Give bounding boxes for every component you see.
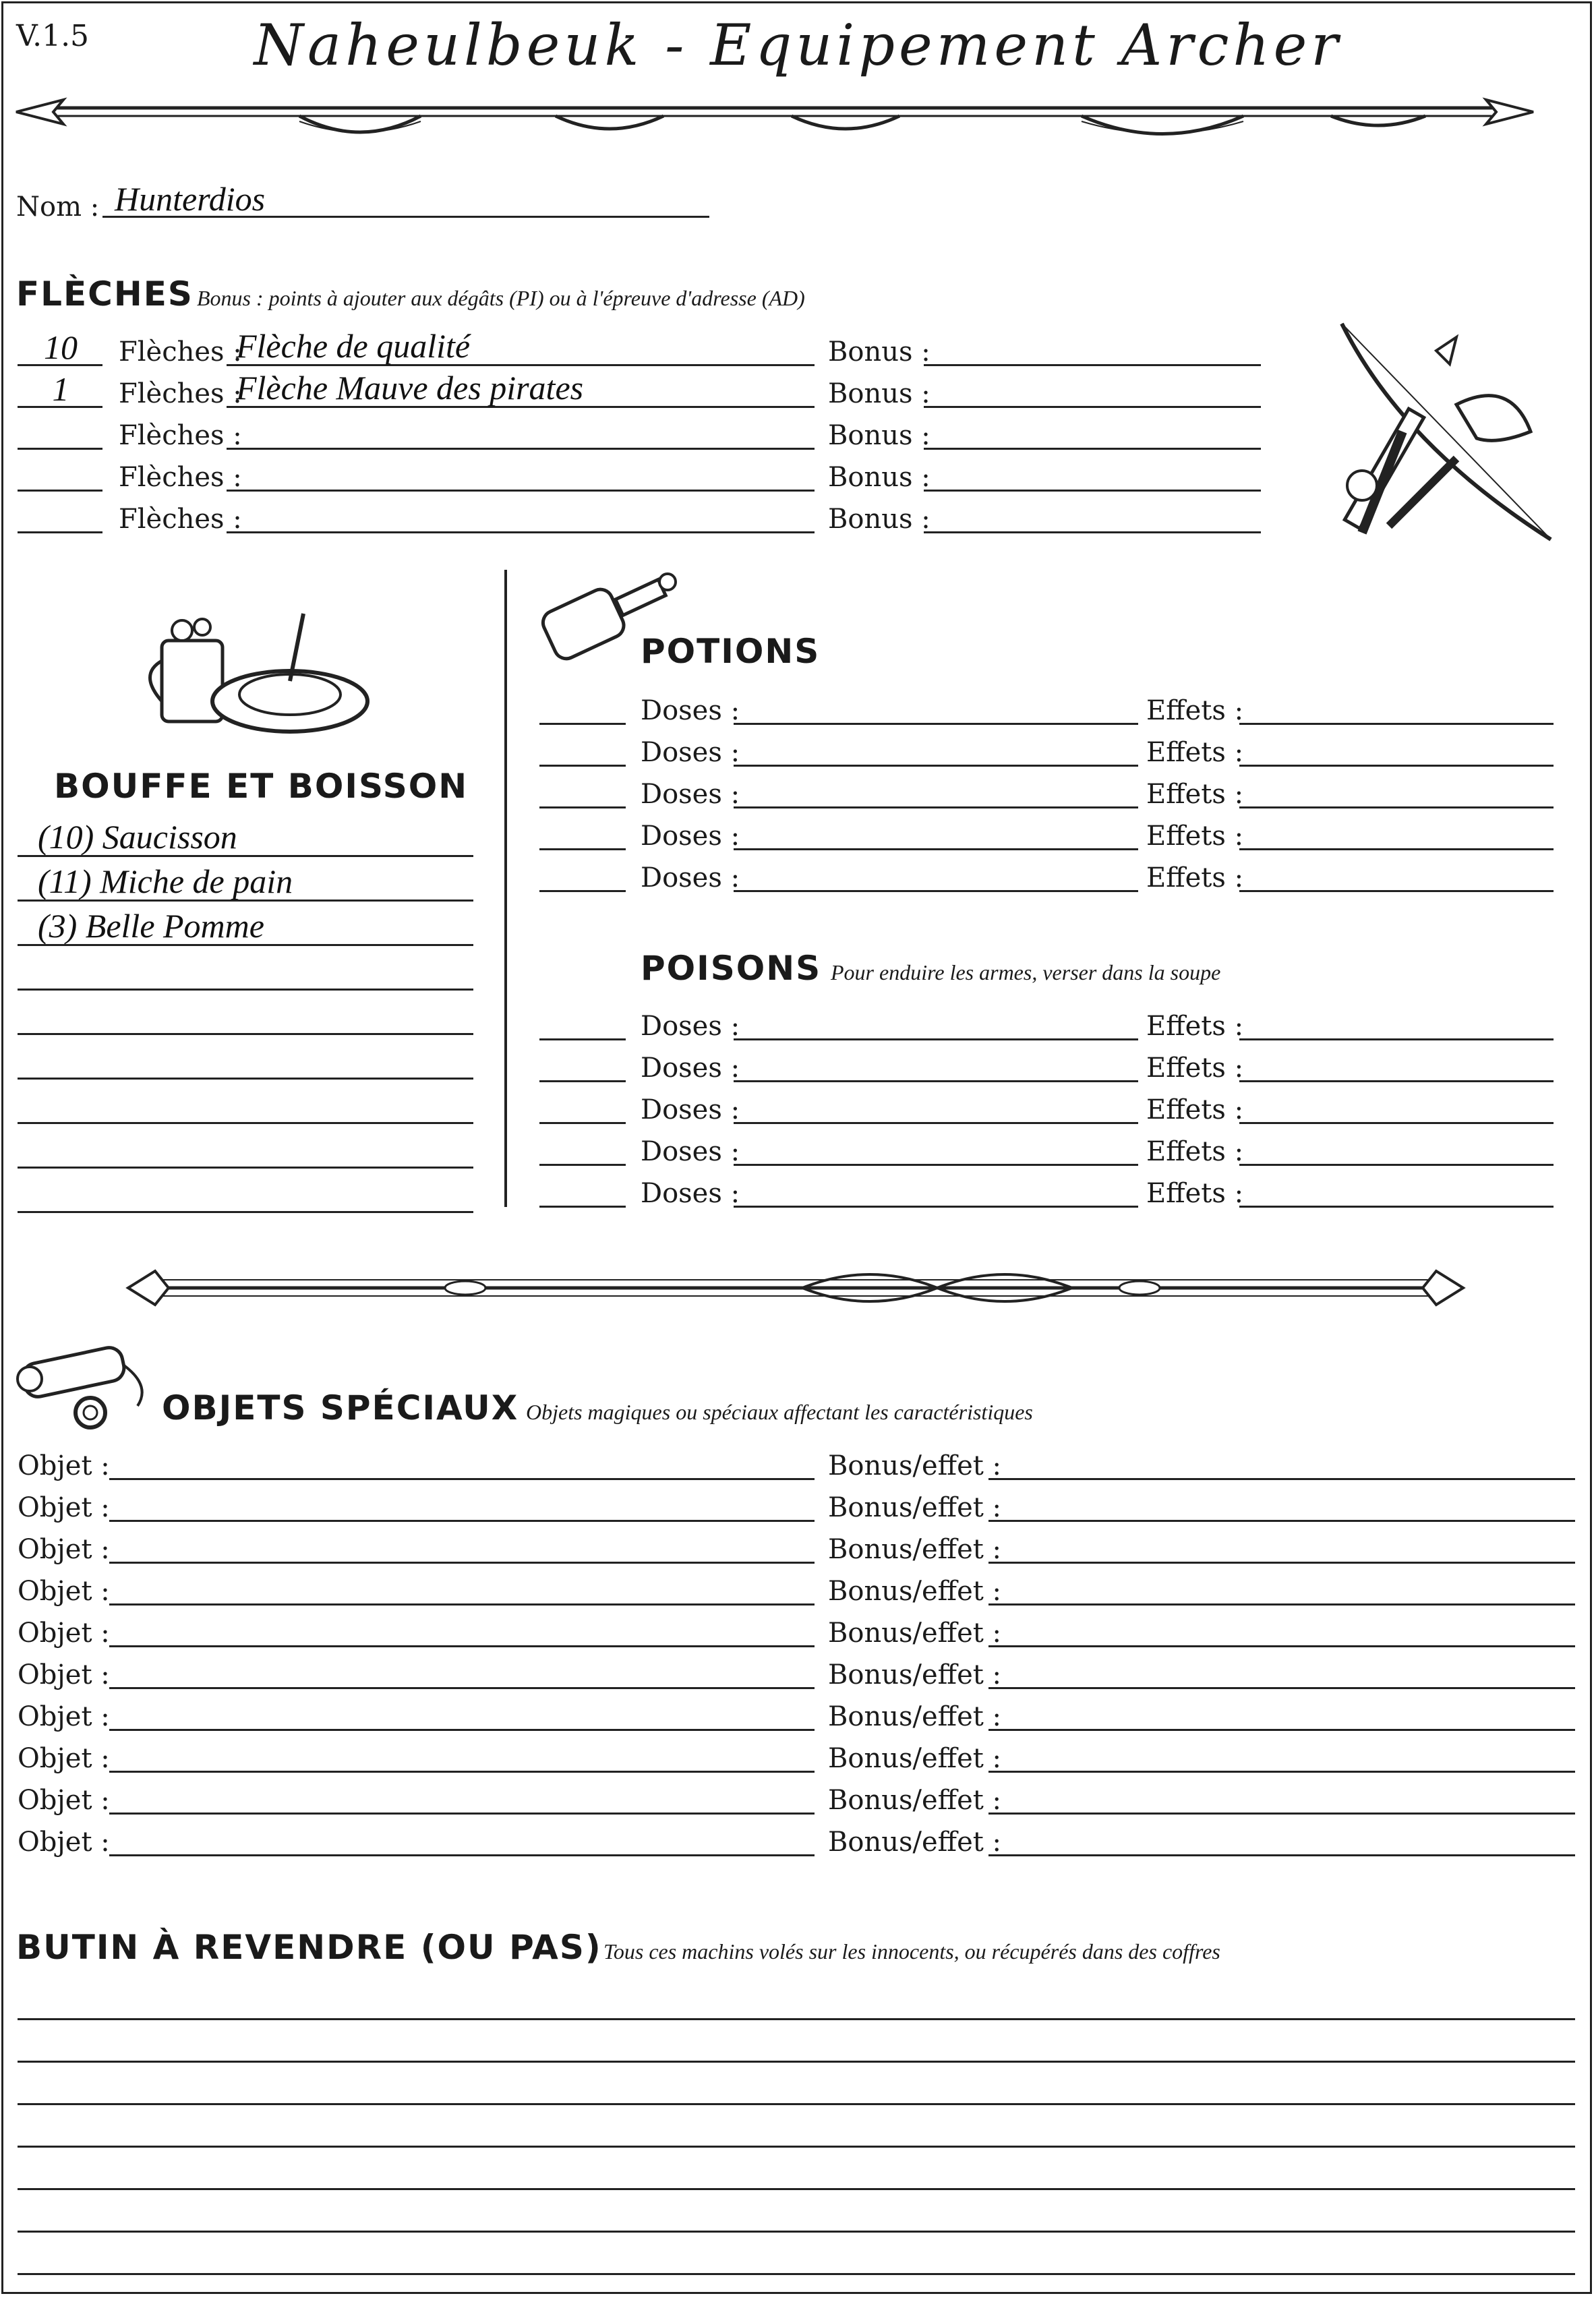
- arrow-qty-label: Flèches :: [119, 378, 242, 409]
- food-item-field[interactable]: (10) Saucisson: [38, 818, 237, 856]
- potion-doses-label: Doses :: [641, 821, 740, 852]
- poison-effects-label: Effets :: [1146, 1178, 1244, 1209]
- arrow-bonus-label: Bonus :: [828, 420, 930, 451]
- poison-doses-line[interactable]: [734, 1080, 1138, 1082]
- poison-qty-line[interactable]: [539, 1122, 626, 1124]
- object-bonus-line[interactable]: [988, 1729, 1575, 1731]
- object-label: Objet :: [18, 1618, 110, 1649]
- object-line[interactable]: [109, 1729, 815, 1731]
- poison-effects-label: Effets :: [1146, 1053, 1244, 1084]
- poison-effects-label: Effets :: [1146, 1094, 1244, 1125]
- loot-line[interactable]: [18, 2146, 1575, 2148]
- loot-heading: BUTIN À REVENDRE (OU PAS): [16, 1928, 602, 1967]
- potion-effects-label: Effets :: [1146, 821, 1244, 852]
- object-label: Objet :: [18, 1785, 110, 1816]
- object-bonus-label: Bonus/effet :: [828, 1576, 1002, 1607]
- food-line: [18, 1167, 473, 1169]
- potion-qty-line[interactable]: [539, 806, 626, 808]
- object-label: Objet :: [18, 1534, 110, 1565]
- special-subtitle: Objets magiques ou spéciaux affectant les caractéristiques: [526, 1400, 1033, 1424]
- potion-effects-line[interactable]: [1239, 848, 1554, 850]
- column-divider: [504, 570, 507, 1207]
- potion-doses-line[interactable]: [734, 806, 1138, 808]
- poison-effects-line[interactable]: [1239, 1206, 1554, 1208]
- poison-effects-label: Effets :: [1146, 1136, 1244, 1167]
- potions-heading: POTIONS: [641, 632, 821, 671]
- arrow-name-field[interactable]: Flèche Mauve des pirates: [236, 369, 584, 407]
- poison-doses-label: Doses :: [641, 1011, 740, 1042]
- potion-qty-line[interactable]: [539, 890, 626, 892]
- poison-doses-line[interactable]: [734, 1122, 1138, 1124]
- arrows-subtitle: Bonus : points à ajouter aux dégâts (PI) ou à l'épreuve d'adresse (AD): [197, 286, 805, 310]
- object-bonus-line[interactable]: [988, 1854, 1575, 1856]
- object-label: Objet :: [18, 1450, 110, 1481]
- object-bonus-label: Bonus/effet :: [828, 1743, 1002, 1774]
- potion-effects-line[interactable]: [1239, 890, 1554, 892]
- food-drink-icon: [135, 600, 371, 742]
- poison-doses-label: Doses :: [641, 1053, 740, 1084]
- object-label: Objet :: [18, 1576, 110, 1607]
- potion-qty-line[interactable]: [539, 765, 626, 767]
- object-bonus-line[interactable]: [988, 1562, 1575, 1564]
- page-title: Naheulbeuk - Equipement Archer: [254, 12, 1342, 78]
- poison-doses-label: Doses :: [641, 1178, 740, 1209]
- potion-doses-line[interactable]: [734, 765, 1138, 767]
- object-bonus-label: Bonus/effet :: [828, 1492, 1002, 1523]
- poison-doses-label: Doses :: [641, 1094, 740, 1125]
- food-item-field[interactable]: (3) Belle Pomme: [38, 907, 264, 945]
- poison-effects-line[interactable]: [1239, 1080, 1554, 1082]
- object-bonus-line[interactable]: [988, 1520, 1575, 1522]
- object-bonus-label: Bonus/effet :: [828, 1785, 1002, 1816]
- potion-effects-label: Effets :: [1146, 779, 1244, 810]
- object-line[interactable]: [109, 1687, 815, 1689]
- arrow-bonus-label: Bonus :: [828, 462, 930, 493]
- object-bonus-label: Bonus/effet :: [828, 1450, 1002, 1481]
- special-heading: OBJETS SPÉCIAUX: [162, 1388, 519, 1427]
- potion-effects-label: Effets :: [1146, 862, 1244, 893]
- food-line: [18, 989, 473, 991]
- arrow-qty-field[interactable]: 1: [52, 370, 69, 408]
- potion-doses-label: Doses :: [641, 737, 740, 768]
- arrow-qty-line: [18, 490, 102, 492]
- arrow-name-field[interactable]: Flèche de qualité: [236, 327, 471, 365]
- poisons-heading: POISONS: [641, 949, 822, 988]
- arrow-bonus-line: [924, 531, 1261, 533]
- loot-line[interactable]: [18, 2061, 1575, 2063]
- object-line[interactable]: [109, 1562, 815, 1564]
- poisons-subtitle: Pour enduire les armes, verser dans la soupe: [831, 960, 1221, 984]
- arrow-qty-label: Flèches :: [119, 336, 242, 367]
- poison-qty-line[interactable]: [539, 1038, 626, 1040]
- object-bonus-line[interactable]: [988, 1645, 1575, 1647]
- poison-doses-line[interactable]: [734, 1038, 1138, 1040]
- object-bonus-line[interactable]: [988, 1687, 1575, 1689]
- object-label: Objet :: [18, 1492, 110, 1523]
- poison-doses-line[interactable]: [734, 1164, 1138, 1166]
- object-label: Objet :: [18, 1659, 110, 1690]
- arrow-bonus-line: [924, 448, 1261, 450]
- object-bonus-line[interactable]: [988, 1603, 1575, 1605]
- poison-effects-label: Effets :: [1146, 1011, 1244, 1042]
- loot-subtitle: Tous ces machins volés sur les innocents, ou récupérés dans des coffres: [603, 1939, 1220, 1964]
- potion-qty-line[interactable]: [539, 723, 626, 725]
- poison-doses-line[interactable]: [734, 1206, 1138, 1208]
- potion-effects-label: Effets :: [1146, 695, 1244, 726]
- object-line[interactable]: [109, 1603, 815, 1605]
- potion-doses-label: Doses :: [641, 779, 740, 810]
- object-bonus-label: Bonus/effet :: [828, 1701, 1002, 1732]
- potion-doses-line[interactable]: [734, 723, 1138, 725]
- poison-doses-label: Doses :: [641, 1136, 740, 1167]
- object-bonus-label: Bonus/effet :: [828, 1534, 1002, 1565]
- arrow-bonus-label: Bonus :: [828, 504, 930, 535]
- loot-line[interactable]: [18, 2103, 1575, 2105]
- arrow-name-line: [227, 448, 815, 450]
- arrow-bonus-line: [924, 406, 1261, 408]
- food-item-field[interactable]: (11) Miche de pain: [38, 862, 293, 900]
- object-line[interactable]: [109, 1478, 815, 1480]
- arrow-name-line: [227, 531, 815, 533]
- arrow-bonus-label: Bonus :: [828, 378, 930, 409]
- food-line: [18, 1078, 473, 1080]
- potion-doses-line[interactable]: [734, 848, 1138, 850]
- arrow-qty-line: [18, 448, 102, 450]
- object-bonus-line[interactable]: [988, 1813, 1575, 1815]
- poison-effects-line[interactable]: [1239, 1164, 1554, 1166]
- object-line[interactable]: [109, 1771, 815, 1773]
- poison-qty-line[interactable]: [539, 1164, 626, 1166]
- version-label: V.1.5: [16, 19, 90, 53]
- name-field[interactable]: Hunterdios: [115, 180, 266, 218]
- food-line: [18, 1033, 473, 1035]
- arrow-bonus-line: [924, 490, 1261, 492]
- staff-divider-icon: [128, 1261, 1463, 1315]
- arrow-qty-label: Flèches :: [119, 504, 242, 535]
- object-label: Objet :: [18, 1701, 110, 1732]
- crossed-weapons-icon: [1322, 310, 1564, 553]
- loot-line[interactable]: [18, 2018, 1575, 2020]
- potion-qty-line[interactable]: [539, 848, 626, 850]
- object-bonus-line[interactable]: [988, 1478, 1575, 1480]
- object-bonus-label: Bonus/effet :: [828, 1827, 1002, 1858]
- object-line[interactable]: [109, 1520, 815, 1522]
- object-line[interactable]: [109, 1645, 815, 1647]
- poison-effects-line[interactable]: [1239, 1122, 1554, 1124]
- arrow-bonus-label: Bonus :: [828, 336, 930, 367]
- potion-doses-line[interactable]: [734, 890, 1138, 892]
- object-bonus-line[interactable]: [988, 1771, 1575, 1773]
- arrow-qty-label: Flèches :: [119, 462, 242, 493]
- arrow-divider-icon: [16, 88, 1533, 148]
- potion-effects-line[interactable]: [1239, 723, 1554, 725]
- name-label: Nom :: [16, 192, 100, 223]
- arrow-qty-label: Flèches :: [119, 420, 242, 451]
- arrow-bonus-line: [924, 364, 1261, 366]
- loot-line[interactable]: [18, 2273, 1575, 2275]
- potion-doses-label: Doses :: [641, 695, 740, 726]
- potion-effects-line[interactable]: [1239, 806, 1554, 808]
- object-line[interactable]: [109, 1854, 815, 1856]
- food-line: [18, 1122, 473, 1124]
- arrows-heading: FLÈCHES: [16, 274, 194, 314]
- potion-effects-label: Effets :: [1146, 737, 1244, 768]
- object-bonus-label: Bonus/effet :: [828, 1618, 1002, 1649]
- object-label: Objet :: [18, 1743, 110, 1774]
- poison-qty-line[interactable]: [539, 1206, 626, 1208]
- food-line: [18, 1211, 473, 1213]
- potion-doses-label: Doses :: [641, 862, 740, 893]
- object-bonus-label: Bonus/effet :: [828, 1659, 1002, 1690]
- poison-effects-line[interactable]: [1239, 1038, 1554, 1040]
- food-heading: BOUFFE ET BOISSON: [54, 767, 469, 806]
- object-line[interactable]: [109, 1813, 815, 1815]
- loot-line[interactable]: [18, 2231, 1575, 2233]
- arrow-name-line: [227, 490, 815, 492]
- scroll-ring-icon: [16, 1338, 165, 1433]
- loot-line[interactable]: [18, 2188, 1575, 2190]
- potion-effects-line[interactable]: [1239, 765, 1554, 767]
- object-label: Objet :: [18, 1827, 110, 1858]
- poison-qty-line[interactable]: [539, 1080, 626, 1082]
- arrow-qty-line: [18, 531, 102, 533]
- arrow-qty-field[interactable]: 10: [44, 328, 78, 366]
